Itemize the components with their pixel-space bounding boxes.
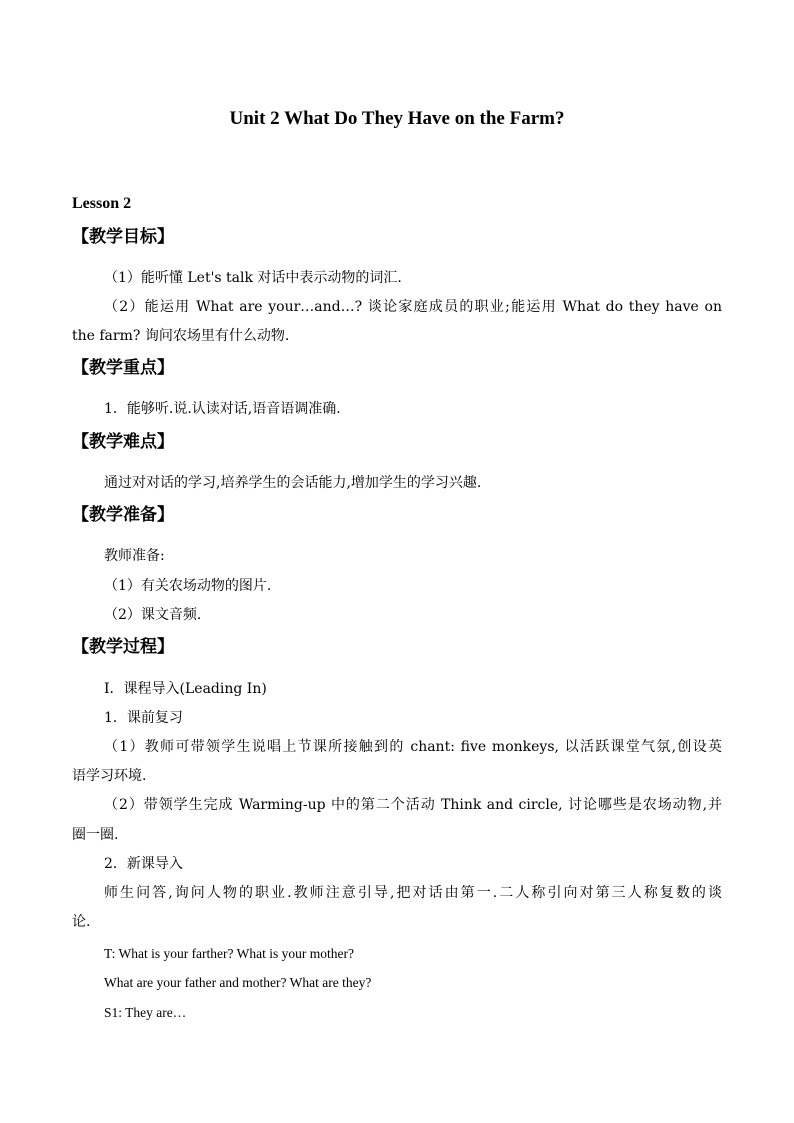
section-heading-preparation: 【教学准备】 <box>72 505 174 525</box>
document-title: Unit 2 What Do They Have on the Farm? <box>229 108 565 129</box>
goals-line-3: the farm? 询问农场里有什么动物. <box>72 328 290 344</box>
lesson-label: Lesson 2 <box>72 195 132 212</box>
section-heading-process: 【教学过程】 <box>72 637 174 657</box>
process-line-2: 1．课前复习 <box>104 710 183 726</box>
preparation-line-3: （2）课文音频. <box>104 607 202 623</box>
process-line-11: What are your father and mother? What are they? <box>104 975 372 990</box>
process-line-12: S1: They are… <box>104 1005 187 1020</box>
difficulties-line-1: 通过对对话的学习,培养学生的会话能力,增加学生的学习兴趣. <box>104 475 482 491</box>
process-line-10: T: What is your farther? What is your mother? <box>104 946 355 961</box>
preparation-line-2: （1）有关农场动物的图片. <box>104 578 272 594</box>
process-line-5: （2）带领学生完成 Warming-up 中的第二个活动 Think and circle, 讨论哪些是农场动物,并 <box>104 797 722 813</box>
key-points-line-1: 1．能够听.说.认读对话,语音语调准确. <box>104 401 341 417</box>
process-line-1: Ⅰ．课程导入(Leading In) <box>104 681 267 697</box>
goals-line-1: （1）能听懂 Let's talk 对话中表示动物的词汇. <box>104 270 402 286</box>
goals-line-2: （2）能运用 What are your…and…? 谈论家庭成员的职业;能运用 What do they have on <box>104 299 722 315</box>
process-line-9: 论. <box>72 914 91 930</box>
section-heading-key-points: 【教学重点】 <box>72 358 174 378</box>
process-line-3: （1）教师可带领学生说唱上节课所接触到的 chant: five monkeys, 以活跃课堂气氛,创设英 <box>104 739 722 755</box>
preparation-line-1: 教师准备: <box>104 548 165 564</box>
section-heading-difficulties: 【教学难点】 <box>72 432 174 452</box>
section-heading-goals: 【教学目标】 <box>72 227 174 247</box>
process-line-8: 师生问答,询问人物的职业.教师注意引导,把对话由第一.二人称引向对第三人称复数的谈 <box>104 885 722 901</box>
process-line-4: 语学习环境. <box>72 768 147 784</box>
process-line-6: 圈一圈. <box>72 827 119 843</box>
process-line-7: 2．新课导入 <box>104 856 183 872</box>
